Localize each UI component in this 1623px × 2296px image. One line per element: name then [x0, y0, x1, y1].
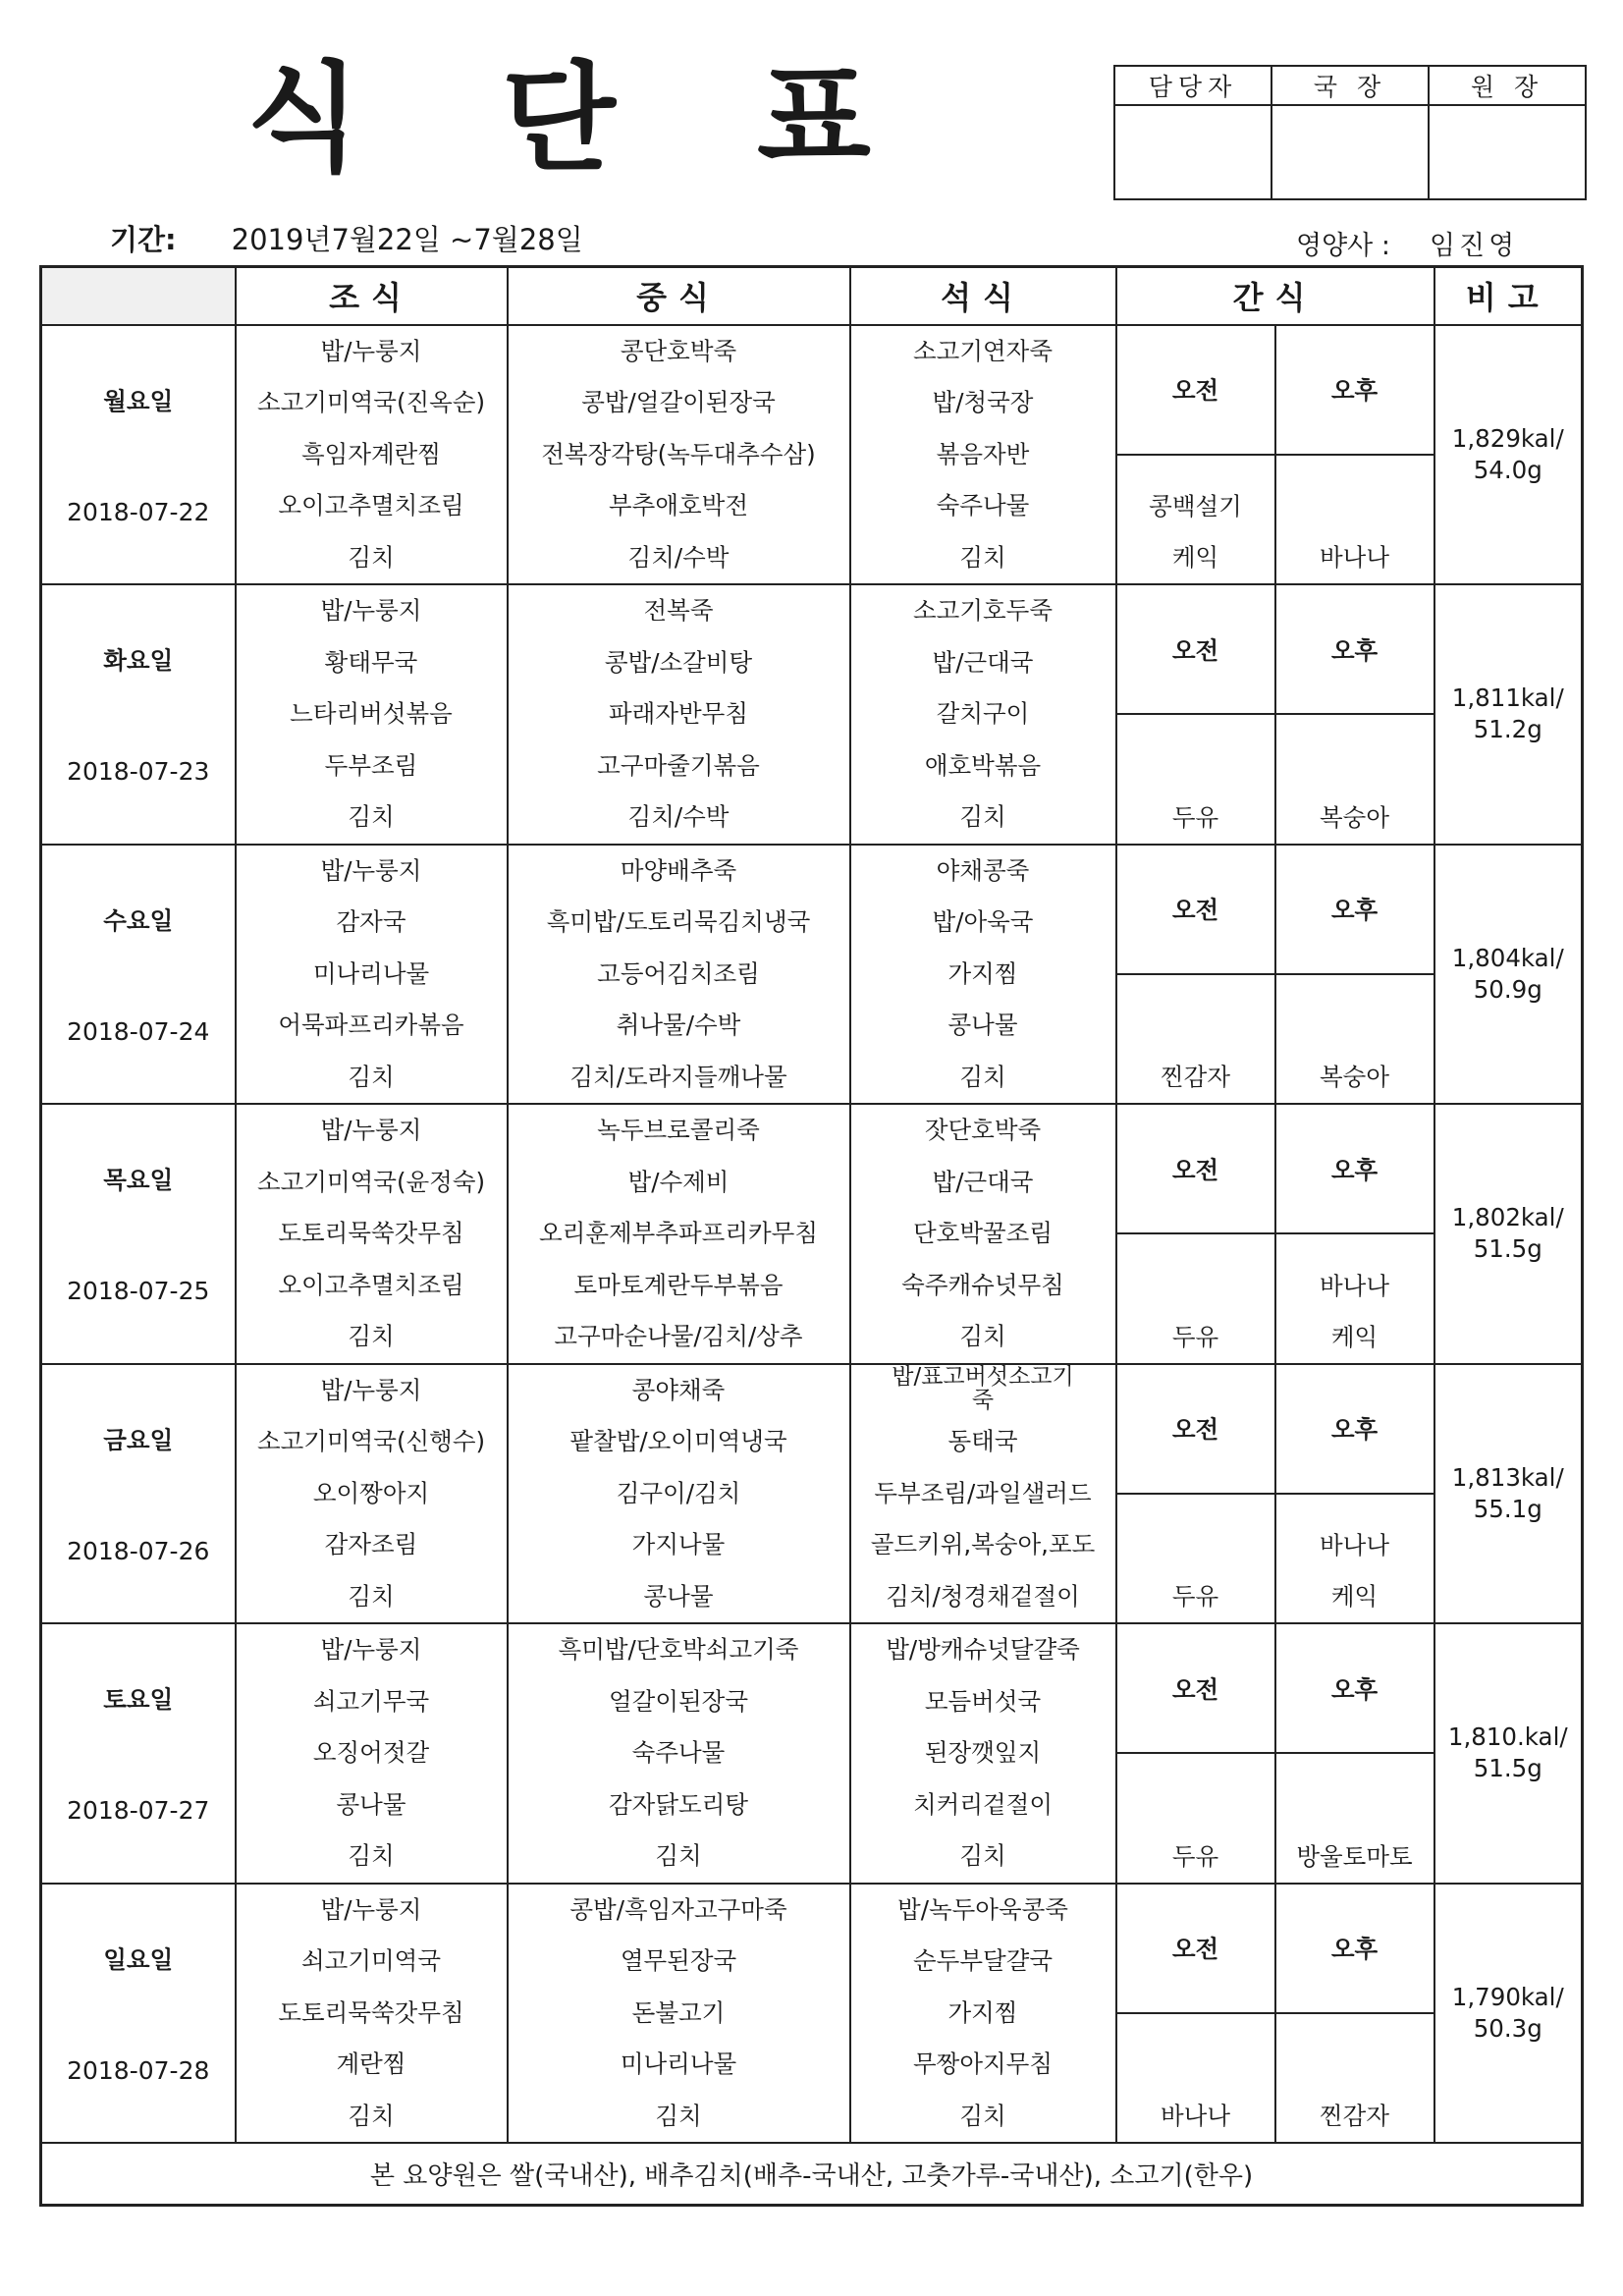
breakfast-item: 소고기미역국(진옥순): [256, 388, 486, 417]
breakfast-item: 도토리묵쑥갓무침: [278, 1997, 464, 2027]
snack-am-item: 콩백설기: [1149, 492, 1242, 521]
dinner-item: 치커리겉절이: [912, 1789, 1053, 1819]
dinner-item: 김치/청경채겉절이: [886, 1581, 1080, 1611]
lunch-item: 오리훈제부추파프리카무침: [538, 1219, 818, 1248]
snack-pm-header: 오후: [1275, 584, 1434, 714]
snack-am-cell: [1116, 2013, 1275, 2143]
breakfast-item: 쇠고기미역국: [300, 1946, 441, 1976]
origin-note: 본 요양원은 쌀(국내산), 배추김치(배추-국내산, 고춧가루-국내산), 소고기(한우): [41, 2143, 1583, 2205]
breakfast-item: 김치: [348, 1841, 395, 1871]
day-name: 토요일: [103, 1685, 174, 1715]
kcal-value: 1,802kal/: [1451, 1203, 1564, 1232]
spacer: [1276, 1001, 1434, 1052]
nutrition-cell: [1434, 325, 1583, 585]
day-row: [41, 1884, 1583, 2013]
dinner-item: 단호박꿀조림: [912, 1219, 1053, 1248]
breakfast-item: 김치: [348, 802, 395, 832]
dinner-item: 숙주나물: [936, 491, 1030, 520]
header-breakfast: 조식: [236, 267, 508, 325]
snack-am-header: 오전: [1116, 1623, 1275, 1753]
dietitian-name: 임진영: [1429, 231, 1519, 261]
breakfast-item: 밥/누룽지: [320, 855, 422, 885]
lunch-item: 감자닭도리탕: [608, 1789, 748, 1819]
lunch-item: 흑미밥/단호박쇠고기죽: [558, 1635, 799, 1665]
snack-am-item: 바나나: [1160, 2102, 1230, 2131]
snack-am-item: 두유: [1171, 1322, 1219, 1351]
snack-pm-item: 복숭아: [1320, 1063, 1390, 1092]
protein-value: 51.5g: [1473, 1234, 1542, 1264]
lunch-item: 가지나물: [631, 1530, 726, 1559]
day-label-cell: [41, 584, 236, 845]
snack-pm-item: 바나나: [1320, 1271, 1390, 1300]
title-char: 표: [757, 51, 873, 188]
breakfast-item: 느타리버섯볶음: [290, 699, 453, 729]
lunch-item: 얼갈이된장국: [608, 1686, 748, 1716]
dinner-cell: [850, 325, 1116, 585]
lunch-item: 취나물/수박: [616, 1011, 741, 1040]
lunch-cell: [508, 584, 850, 845]
lunch-item: 돈불고기: [631, 1997, 726, 2027]
document-title: [0, 51, 1119, 188]
protein-value: 50.3g: [1473, 2013, 1542, 2043]
breakfast-cell: [236, 1884, 508, 2144]
snack-pm-cell: [1275, 714, 1434, 844]
title-char: 단: [502, 51, 618, 188]
spacer: [1117, 741, 1274, 793]
approval-label-staff: 담당자: [1114, 66, 1271, 105]
lunch-item: 콩야채죽: [631, 1375, 726, 1404]
dinner-cell: [850, 1364, 1116, 1624]
snack-am-header: 오전: [1116, 1884, 1275, 2013]
breakfast-item: 밥/누룽지: [320, 1635, 422, 1665]
day-label-cell: [41, 1884, 236, 2144]
dinner-item: 숙주캐슈넛무침: [901, 1270, 1064, 1299]
header-corner: [41, 267, 236, 325]
snack-am-header: 오전: [1116, 845, 1275, 974]
day-row: [41, 1104, 1583, 1233]
lunch-item: 김구이/김치: [616, 1478, 741, 1507]
breakfast-item: 도토리묵쑥갓무침: [278, 1219, 464, 1248]
snack-am-header: 오전: [1116, 325, 1275, 455]
lunch-item: 고구마순나물/김치/상추: [554, 1322, 803, 1351]
lunch-item: 팥찰밥/오이미역냉국: [569, 1427, 787, 1456]
day-row: [41, 845, 1583, 974]
lunch-item: 밥/수제비: [627, 1167, 730, 1196]
dinner-item: 콩나물: [947, 1011, 1018, 1040]
snack-pm-cell: [1275, 1233, 1434, 1363]
day-name: 목요일: [103, 1166, 174, 1195]
snack-pm-item: 바나나: [1320, 1531, 1390, 1560]
header-lunch: 중식: [508, 267, 850, 325]
dietitian: [1296, 224, 1518, 262]
lunch-item: 김치: [655, 2101, 702, 2130]
signature-box-staff: [1114, 105, 1271, 199]
breakfast-item: 김치: [348, 1322, 395, 1351]
dinner-item: 소고기호두죽: [912, 596, 1053, 626]
snack-pm-item: 케익: [1330, 1582, 1379, 1612]
day-date: 2018-07-28: [67, 2055, 210, 2085]
nutrition-cell: [1434, 1884, 1583, 2144]
day-label-cell: [41, 1623, 236, 1884]
dinner-item: 동태국: [947, 1427, 1018, 1456]
day-name: 일요일: [103, 1944, 174, 1974]
snack-pm-item: 복숭아: [1320, 802, 1390, 832]
day-name: 금요일: [103, 1425, 174, 1454]
lunch-item: 마양배추죽: [620, 855, 737, 885]
snack-am-item: 두유: [1171, 1582, 1219, 1612]
dinner-item: 두부조림/과일샐러드: [874, 1478, 1092, 1507]
lunch-item: 미나리나물: [620, 2050, 737, 2079]
snack-am-cell: [1116, 1494, 1275, 1623]
breakfast-item: 김치: [348, 2101, 395, 2130]
dinner-item: 밥/아욱국: [932, 907, 1034, 937]
snack-am-cell: [1116, 714, 1275, 844]
breakfast-item: 오이고추멸치조림: [278, 491, 464, 520]
dinner-item: 밥/청국장: [932, 388, 1034, 417]
lunch-cell: [508, 1884, 850, 2144]
dinner-item: 밥/방캐슈넛달걀죽: [886, 1635, 1080, 1665]
day-label-cell: [41, 845, 236, 1105]
protein-value: 54.0g: [1473, 455, 1542, 484]
day-date: 2018-07-27: [67, 1796, 210, 1826]
dinner-item: 소고기연자죽: [912, 336, 1053, 365]
lunch-item: 열무된장국: [620, 1946, 737, 1976]
lunch-item: 고등어김치조림: [597, 958, 760, 988]
dinner-item: 골드키위,복숭아,포도: [870, 1530, 1096, 1559]
nutrition-cell: [1434, 1623, 1583, 1884]
kcal-value: 1,790kal/: [1451, 1982, 1564, 2011]
snack-pm-item: 방울토마토: [1296, 1841, 1413, 1871]
spacer: [1276, 481, 1434, 532]
lunch-item: 콩나물: [643, 1581, 714, 1611]
protein-value: 51.5g: [1473, 1754, 1542, 1783]
lunch-item: 콩밥/흑임자고구마죽: [569, 1894, 787, 1924]
day-row: [41, 325, 1583, 455]
breakfast-item: 밥/누룽지: [320, 1894, 422, 1924]
snack-pm-cell: [1275, 1494, 1434, 1623]
dinner-item: 김치: [959, 542, 1006, 572]
snack-am-item: 두유: [1171, 802, 1219, 832]
kcal-value: 1,804kal/: [1451, 943, 1564, 972]
breakfast-item: 김치: [348, 1581, 395, 1611]
breakfast-item: 소고기미역국(신행수): [256, 1427, 486, 1456]
breakfast-cell: [236, 584, 508, 845]
approval-label-head: 원 장: [1429, 66, 1586, 105]
day-label-cell: [41, 1104, 236, 1364]
dinner-item: 순두부달걀국: [912, 1946, 1053, 1976]
snack-am-header: 오전: [1116, 584, 1275, 714]
dinner-item: 김치: [959, 1322, 1006, 1351]
spacer: [1117, 1520, 1274, 1571]
kcal-value: 1,811kal/: [1451, 683, 1564, 713]
breakfast-item: 감자국: [336, 907, 406, 937]
dinner-item: 김치: [959, 1841, 1006, 1871]
snack-am-header: 오전: [1116, 1104, 1275, 1233]
snack-pm-cell: [1275, 455, 1434, 584]
spacer: [1117, 1261, 1274, 1312]
lunch-cell: [508, 1104, 850, 1364]
lunch-item: 김치/수박: [627, 802, 730, 832]
breakfast-item: 밥/누룽지: [320, 336, 422, 365]
menu-table: [39, 265, 1584, 2207]
day-row: [41, 584, 1583, 714]
dinner-item: 밥/근대국: [932, 647, 1034, 677]
lunch-item: 고구마줄기볶음: [597, 750, 760, 780]
dinner-cell: [850, 1104, 1116, 1364]
breakfast-item: 오징어젓갈: [312, 1738, 430, 1768]
breakfast-item: 계란찜: [336, 2050, 406, 2079]
lunch-item: 부추애호박전: [608, 491, 748, 520]
dinner-item: 김치: [959, 2101, 1006, 2130]
day-label-cell: [41, 1364, 236, 1624]
dinner-cell: [850, 584, 1116, 845]
snack-am-item: 두유: [1171, 1841, 1219, 1871]
lunch-item: 녹두브로콜리죽: [597, 1116, 760, 1145]
day-row: [41, 1364, 1583, 1494]
breakfast-item: 김치: [348, 542, 395, 572]
breakfast-cell: [236, 845, 508, 1105]
snack-am-cell: [1116, 1753, 1275, 1883]
snack-pm-header: 오후: [1275, 1623, 1434, 1753]
snack-pm-header: 오후: [1275, 845, 1434, 974]
spacer: [1117, 1780, 1274, 1831]
dinner-item: 모듬버섯국: [924, 1686, 1042, 1716]
header-remarks: 비고: [1434, 267, 1583, 325]
breakfast-item: 쇠고기무국: [312, 1686, 430, 1716]
lunch-item: 흑미밥/도토리묵김치냉국: [546, 907, 811, 937]
breakfast-item: 오이고추멸치조림: [278, 1270, 464, 1299]
dinner-item: 가지찜: [947, 1997, 1018, 2027]
lunch-item: 콩밥/얼갈이된장국: [581, 388, 776, 417]
breakfast-item: 미나리나물: [312, 958, 430, 988]
nutrition-cell: [1434, 845, 1583, 1105]
breakfast-item: 콩나물: [336, 1789, 406, 1819]
lunch-cell: [508, 1623, 850, 1884]
spacer: [1276, 1780, 1434, 1831]
protein-value: 55.1g: [1473, 1494, 1542, 1523]
breakfast-item: 오이짱아지: [312, 1478, 430, 1507]
header-snack: 간식: [1116, 267, 1434, 325]
snack-pm-item: 바나나: [1320, 543, 1390, 573]
day-date: 2018-07-23: [67, 757, 210, 787]
kcal-value: 1,829kal/: [1451, 423, 1564, 453]
lunch-item: 김치/수박: [627, 542, 730, 572]
approval-label-director: 국 장: [1271, 66, 1429, 105]
snack-pm-item: 케익: [1330, 1322, 1379, 1351]
period: [110, 218, 583, 258]
dinner-item: 밥/녹두아욱콩죽: [897, 1894, 1068, 1924]
dietitian-label: 영양사 :: [1296, 231, 1390, 261]
day-name: 월요일: [103, 386, 174, 415]
spacer: [1117, 2040, 1274, 2091]
day-row: [41, 1623, 1583, 1753]
period-value: 2019년7월22일 ~7월28일: [231, 223, 583, 256]
dinner-item: 김치: [959, 802, 1006, 832]
dinner-item: 무짱아지무침: [912, 2050, 1053, 2079]
snack-am-item: 찐감자: [1160, 1063, 1230, 1092]
day-date: 2018-07-24: [67, 1016, 210, 1046]
day-date: 2018-07-22: [67, 497, 210, 526]
snack-pm-item: 찐감자: [1320, 2102, 1390, 2131]
breakfast-item: 어묵파프리카볶음: [278, 1011, 464, 1040]
signature-box-director: [1271, 105, 1429, 199]
day-name: 화요일: [103, 646, 174, 676]
footer-row: [41, 2143, 1583, 2205]
snack-am-header: 오전: [1116, 1364, 1275, 1494]
breakfast-cell: [236, 1104, 508, 1364]
lunch-cell: [508, 325, 850, 585]
menu-header-row: [41, 267, 1583, 325]
dinner-item: 야채콩죽: [936, 855, 1030, 885]
title-char: 식: [246, 51, 362, 188]
snack-pm-cell: [1275, 1753, 1434, 1883]
snack-pm-cell: [1275, 974, 1434, 1104]
lunch-item: 콩단호박죽: [620, 336, 737, 365]
breakfast-item: 밥/누룽지: [320, 1116, 422, 1145]
breakfast-cell: [236, 325, 508, 585]
period-label: 기간:: [110, 223, 177, 256]
lunch-item: 전복장각탕(녹두대추수삼): [541, 439, 816, 468]
dinner-item: 된장깻잎지: [924, 1738, 1042, 1768]
snack-pm-header: 오후: [1275, 1884, 1434, 2013]
protein-value: 51.2g: [1473, 715, 1542, 744]
snack-am-item: 케익: [1171, 543, 1219, 573]
nutrition-cell: [1434, 1364, 1583, 1624]
lunch-item: 파래자반무침: [608, 699, 748, 729]
spacer: [1276, 2040, 1434, 2091]
protein-value: 50.9g: [1473, 974, 1542, 1004]
lunch-cell: [508, 1364, 850, 1624]
lunch-item: 콩밥/소갈비탕: [604, 647, 753, 677]
snack-pm-cell: [1275, 2013, 1434, 2143]
day-name: 수요일: [103, 905, 174, 935]
nutrition-cell: [1434, 1104, 1583, 1364]
breakfast-item: 밥/누룽지: [320, 1375, 422, 1404]
snack-am-cell: [1116, 974, 1275, 1104]
snack-pm-header: 오후: [1275, 325, 1434, 455]
kcal-value: 1,813kal/: [1451, 1462, 1564, 1492]
nutrition-cell: [1434, 584, 1583, 845]
breakfast-item: 황태무국: [324, 647, 418, 677]
dinner-item: 잣단호박죽: [924, 1116, 1042, 1145]
kcal-value: 1,810.kal/: [1447, 1722, 1568, 1752]
lunch-item: 토마토계란두부볶음: [573, 1270, 784, 1299]
snack-pm-header: 오후: [1275, 1364, 1434, 1494]
dinner-cell: [850, 1884, 1116, 2144]
spacer: [1117, 1001, 1274, 1052]
header-dinner: 석식: [850, 267, 1116, 325]
breakfast-item: 두부조림: [324, 750, 418, 780]
lunch-item: 김치: [655, 1841, 702, 1871]
breakfast-item: 소고기미역국(윤정숙): [256, 1167, 486, 1196]
dinner-item: 볶음자반: [936, 439, 1030, 468]
lunch-cell: [508, 845, 850, 1105]
breakfast-item: 밥/누룽지: [320, 596, 422, 626]
day-label-cell: [41, 325, 236, 585]
dinner-item: 김치: [959, 1062, 1006, 1091]
snack-am-cell: [1116, 1233, 1275, 1363]
day-date: 2018-07-25: [67, 1277, 210, 1306]
breakfast-item: 감자조림: [324, 1530, 418, 1559]
dinner-item: 갈치구이: [936, 699, 1030, 729]
spacer: [1276, 741, 1434, 793]
dinner-item: 가지찜: [947, 958, 1018, 988]
breakfast-item: 흑임자계란찜: [300, 439, 441, 468]
dinner-item: 애호박볶음: [924, 750, 1042, 780]
lunch-item: 전복죽: [643, 596, 714, 626]
lunch-item: 숙주나물: [631, 1738, 726, 1768]
dinner-cell: [850, 1623, 1116, 1884]
lunch-item: 김치/도라지들깨나물: [569, 1062, 787, 1091]
snack-pm-header: 오후: [1275, 1104, 1434, 1233]
dinner-cell: [850, 845, 1116, 1105]
dinner-item: 밥/근대국: [932, 1167, 1034, 1196]
approval-box: [1113, 65, 1587, 200]
snack-am-cell: [1116, 455, 1275, 584]
signature-box-head: [1429, 105, 1586, 199]
breakfast-cell: [236, 1364, 508, 1624]
breakfast-item: 김치: [348, 1062, 395, 1091]
day-date: 2018-07-26: [67, 1536, 210, 1565]
dinner-item: 밥/표고버섯소고기 죽: [892, 1364, 1074, 1413]
breakfast-cell: [236, 1623, 508, 1884]
